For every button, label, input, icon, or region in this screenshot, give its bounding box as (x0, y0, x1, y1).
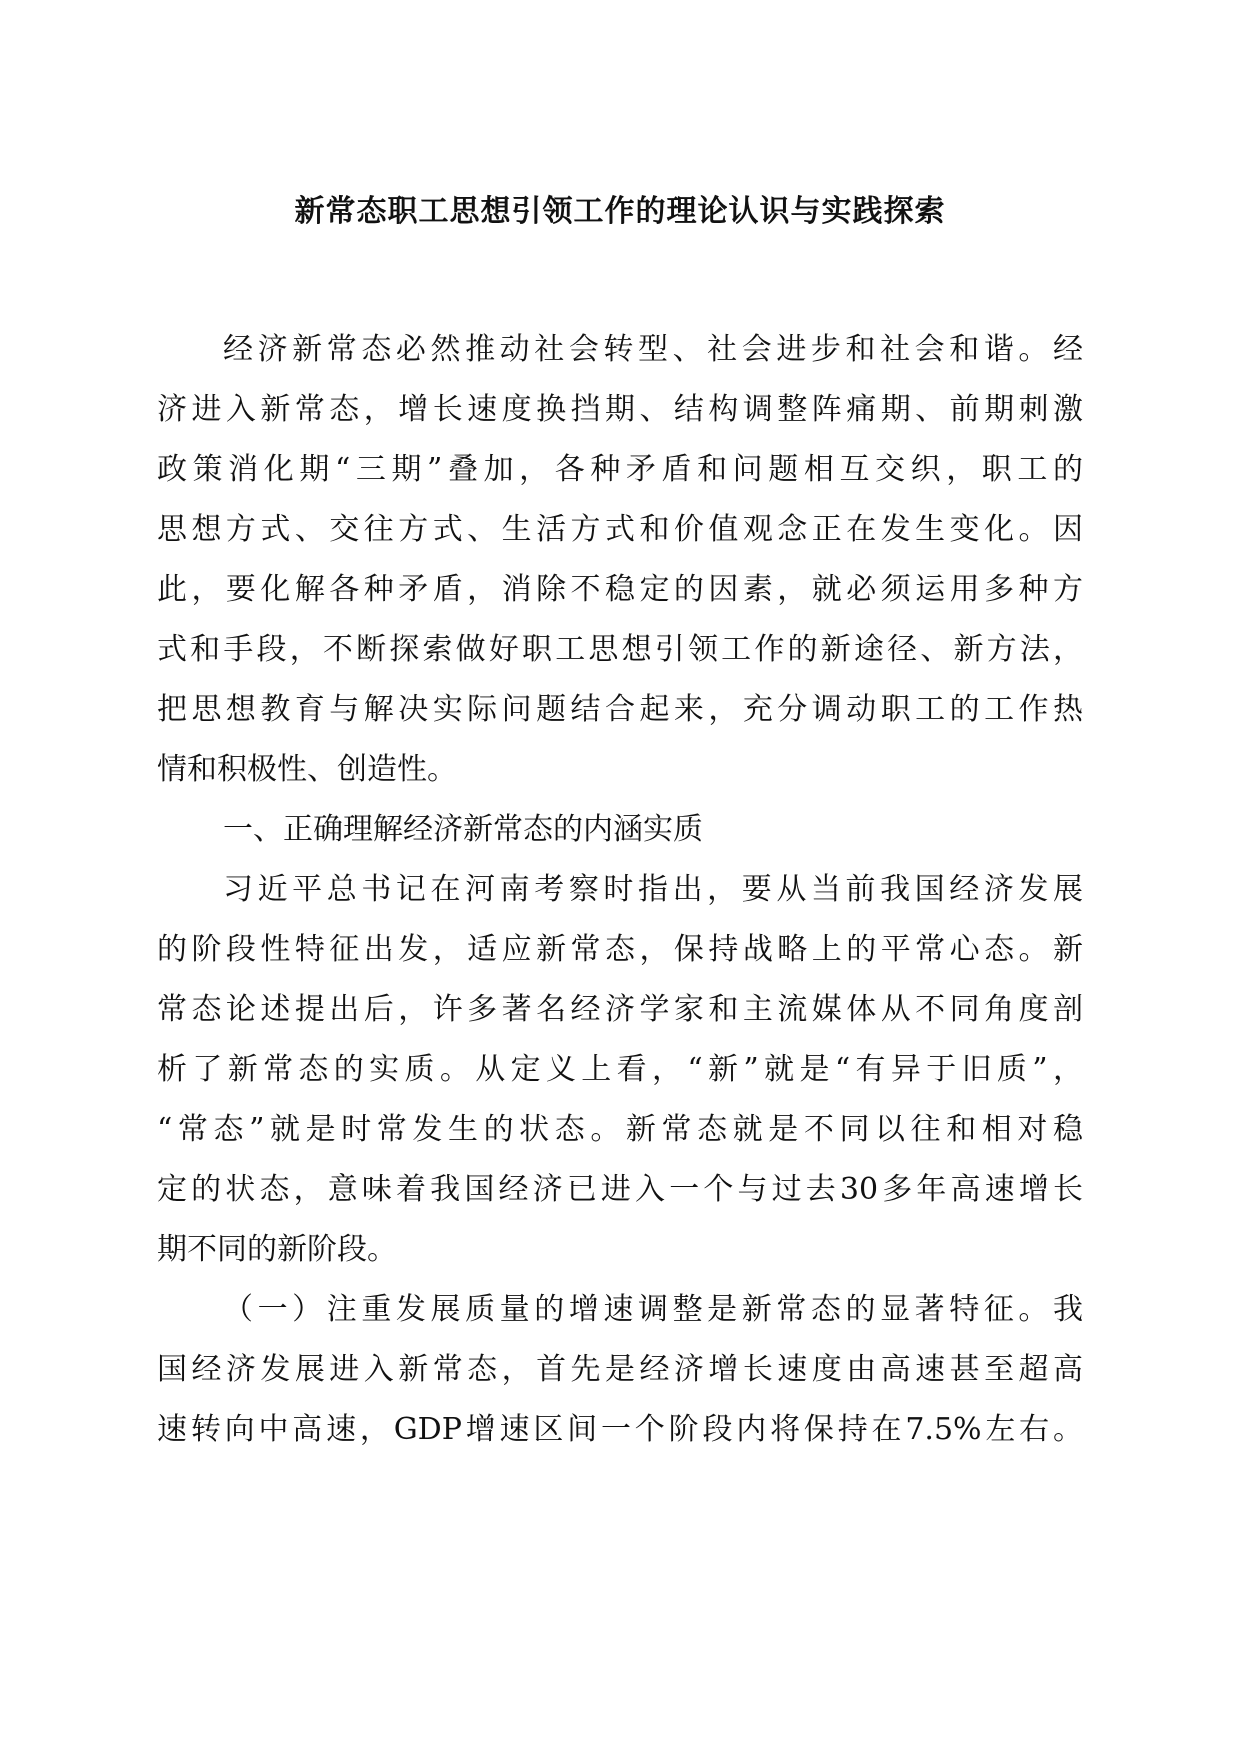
paragraph-line: 定的状态，意味着我国经济已进入一个与过去30多年高速增长 (157, 1172, 1083, 1207)
paragraph-line: 济进入新常态，增长速度换挡期、结构调整阵痛期、前期刺激 (157, 392, 1083, 427)
paragraph-line: 政策消化期“三期”叠加，各种矛盾和问题相互交织，职工的 (157, 452, 1083, 487)
paragraph-line: 的阶段性特征出发，适应新常态，保持战略上的平常心态。新 (157, 932, 1083, 967)
paragraph-line: 习近平总书记在河南考察时指出，要从当前我国经济发展 (223, 872, 1083, 907)
paragraph-line: 此，要化解各种矛盾，消除不稳定的因素，就必须运用多种方 (157, 572, 1083, 607)
paragraph-line: “常态”就是时常发生的状态。新常态就是不同以往和相对稳 (157, 1112, 1083, 1147)
paragraph-line: 经济新常态必然推动社会转型、社会进步和社会和谐。经 (223, 332, 1083, 367)
paragraph-line: 思想方式、交往方式、生活方式和价值观念正在发生变化。因 (157, 512, 1083, 547)
paragraph-line: 国经济发展进入新常态，首先是经济增长速度由高速甚至超高 (157, 1352, 1083, 1387)
paragraph-line: 析了新常态的实质。从定义上看，“新”就是“有异于旧质”， (157, 1052, 1083, 1087)
document-title: 新常态职工思想引领工作的理论认识与实践探索 (294, 194, 946, 229)
paragraph-line: 期不同的新阶段。 (157, 1232, 397, 1267)
paragraph-line: 把思想教育与解决实际问题结合起来，充分调动职工的工作热 (157, 692, 1083, 727)
paragraph-line: 速转向中高速，GDP增速区间一个阶段内将保持在7.5%左右。 (157, 1412, 1083, 1447)
section-heading: 一、正确理解经济新常态的内涵实质 (223, 812, 703, 847)
paragraph-line: 式和手段，不断探索做好职工思想引领工作的新途径、新方法， (157, 632, 1083, 667)
subsection-line: （一）注重发展质量的增速调整是新常态的显著特征。我 (223, 1292, 1083, 1327)
paragraph-line: 常态论述提出后，许多著名经济学家和主流媒体从不同角度剖 (157, 992, 1083, 1027)
paragraph-line: 情和积极性、创造性。 (157, 752, 457, 787)
